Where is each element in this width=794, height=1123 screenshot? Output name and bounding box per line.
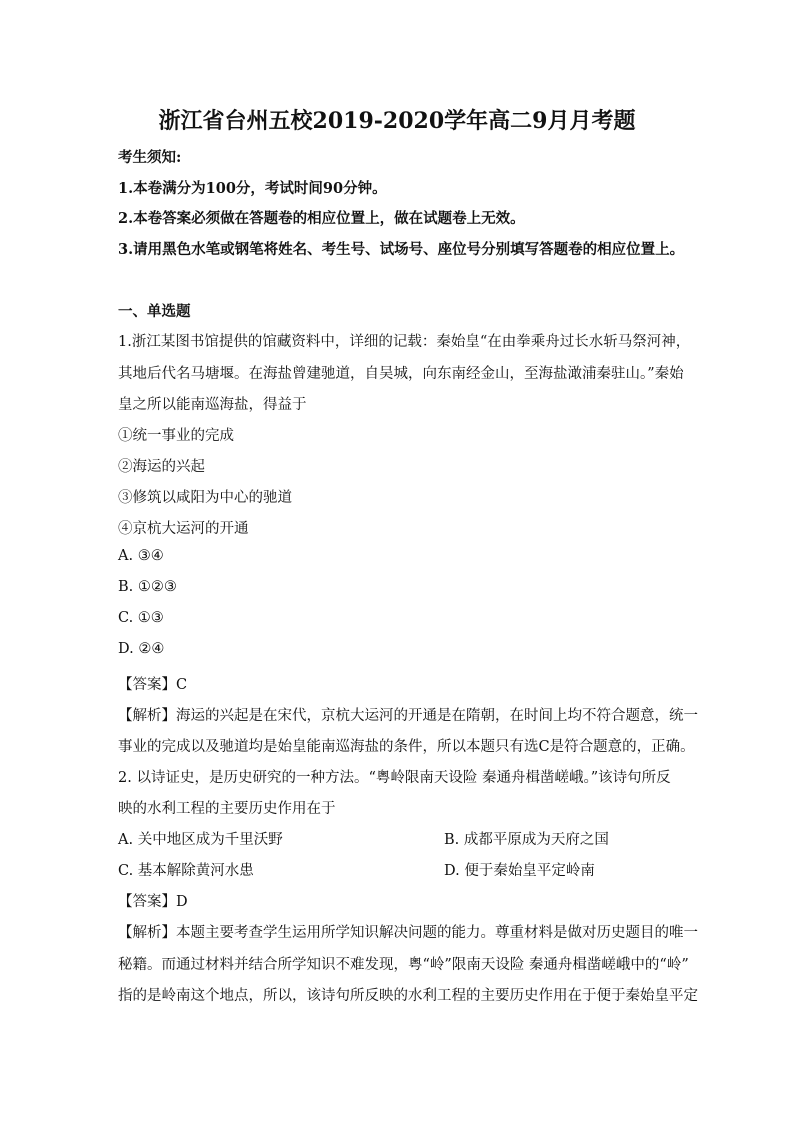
- page-title: 浙江省台州五校2019-2020学年高二9月月考题: [158, 108, 636, 134]
- q1-option-c: C. ①③: [118, 610, 164, 626]
- q2-option-d: D. 便于秦始皇平定岭南: [444, 863, 595, 879]
- q2-analysis-line: 秘籍。而通过材料并结合所学知识不难发现，粤“岭”限南天设险 秦通舟楫凿嵯峨中的“岭”: [118, 957, 689, 973]
- q2-option-c: C. 基本解除黄河水患: [118, 863, 254, 879]
- q1-stem-line: 其地后代名马塘堰。在海盐曾建驰道，自吴城，向东南经金山，至海盐澉浦秦驻山。”秦始: [118, 366, 684, 382]
- q1-item: ①统一事业的完成: [118, 428, 234, 444]
- section-title: 一、单选题: [118, 303, 191, 320]
- q1-stem-line: 1.浙江某图书馆提供的馆藏资料中，详细的记载：秦始皇“在由拳乘舟过长水斩马祭河神，: [118, 334, 691, 350]
- q2-answer: 【答案】D: [118, 894, 188, 910]
- q1-stem-line: 皇之所以能南巡海盐，得益于: [118, 397, 307, 413]
- q1-item: ②海运的兴起: [118, 459, 205, 475]
- q1-item: ④京杭大运河的开通: [118, 521, 249, 537]
- notice-item-2: 2.本卷答案必须做在答题卷的相应位置上，做在试题卷上无效。: [118, 210, 525, 227]
- q1-option-d: D. ②④: [118, 641, 165, 657]
- notice-heading: 考生须知:: [118, 149, 182, 166]
- notice-item-1: 1.本卷满分为100分，考试时间90分钟。: [118, 180, 387, 197]
- q1-analysis-line: 事业的完成以及驰道均是始皇能南巡海盐的条件，所以本题只有选C是符合题意的，正确。: [118, 739, 695, 755]
- notice-item-3: 3.请用黑色水笔或钢笔将姓名、考生号、试场号、座位号分别填写答题卷的相应位置上。: [118, 241, 685, 258]
- q2-stem-line: 2. 以诗证史，是历史研究的一种方法。“粤岭限南天设险 秦通舟楫凿嵯峨。”该诗句所反: [118, 770, 671, 786]
- q1-answer: 【答案】C: [118, 677, 188, 693]
- q2-stem-line: 映的水利工程的主要历史作用在于: [118, 801, 336, 817]
- q1-option-b: B. ①②③: [118, 579, 177, 595]
- q2-option-b: B. 成都平原成为天府之国: [444, 832, 609, 848]
- q2-analysis-line: 【解析】本题主要考查学生运用所学知识解决问题的能力。尊重材料是做对历史题目的唯一: [118, 925, 698, 941]
- q1-item: ③修筑以咸阳为中心的驰道: [118, 490, 292, 506]
- q1-option-a: A. ③④: [118, 548, 164, 564]
- q2-option-a: A. 关中地区成为千里沃野: [118, 832, 283, 848]
- q1-analysis-line: 【解析】海运的兴起是在宋代，京杭大运河的开通是在隋朝，在时间上均不符合题意，统一: [118, 708, 698, 724]
- q2-analysis-line: 指的是岭南这个地点，所以，该诗句所反映的水利工程的主要历史作用在于便于秦始皇平定: [118, 988, 698, 1004]
